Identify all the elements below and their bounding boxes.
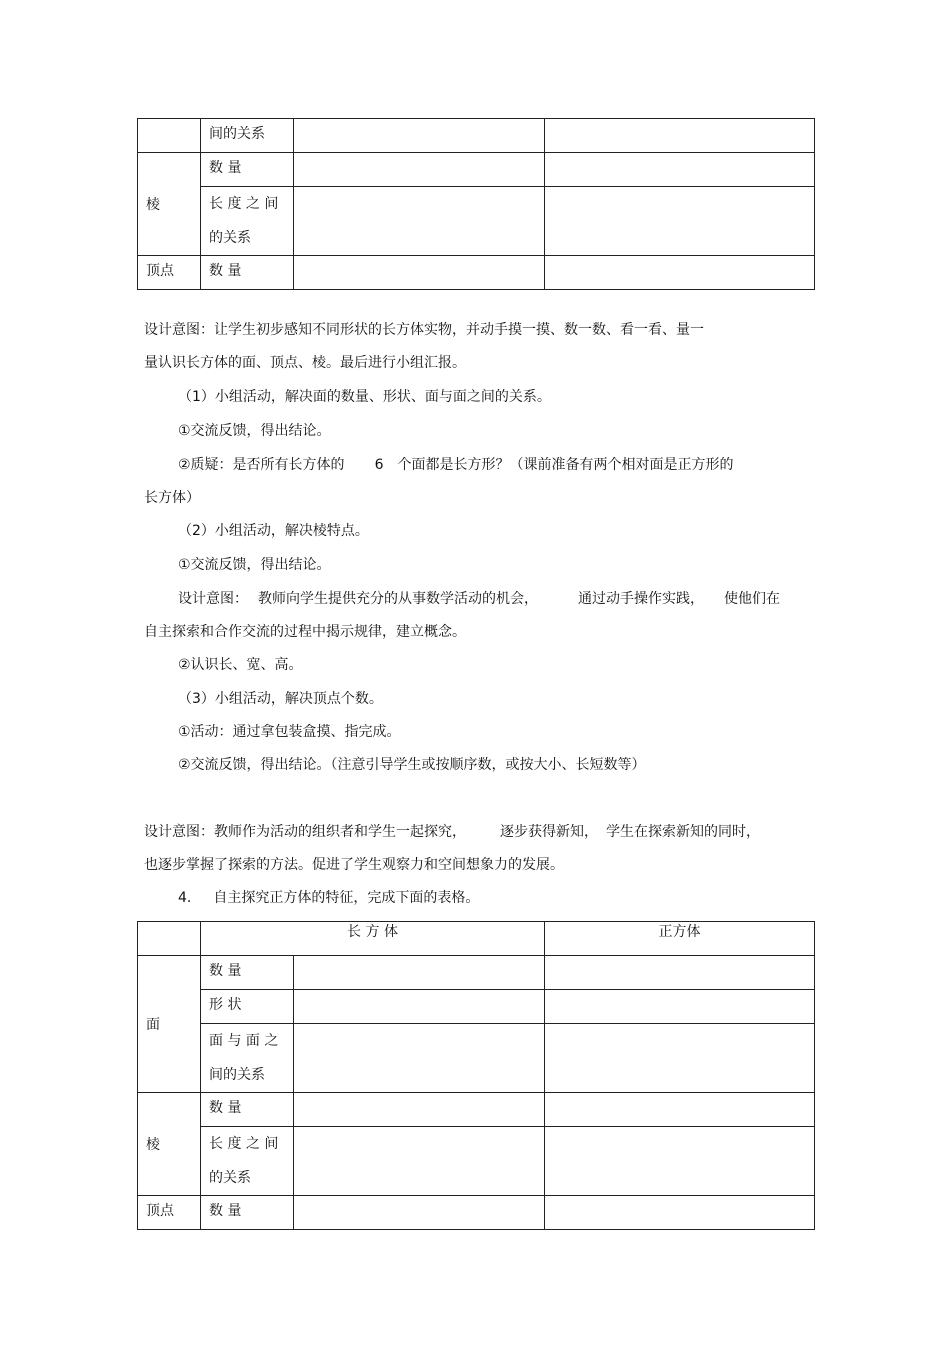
answer-cell[interactable] <box>294 256 545 290</box>
activity-3-step2: ②交流反馈，得出结论。（注意引导学生或按顺序数，或按大小、长短数等） <box>178 757 646 773</box>
design-intent-2-line1 <box>178 589 780 609</box>
face-shape-label-cell <box>201 990 294 1024</box>
edge-length-label-line2: 的关系 <box>209 1170 251 1186</box>
edge-label-cell <box>138 153 201 256</box>
edge-label: 棱 <box>146 197 160 213</box>
edge-count-label-cell <box>201 1093 294 1127</box>
edge-length-label-cell <box>201 187 294 256</box>
vertex-count-label: 数 量 <box>209 263 242 279</box>
design-intent-3-line2: 也逐步掌握了探索的方法。促进了学生观察力和空间想象力的发展。 <box>144 857 564 873</box>
answer-cell[interactable] <box>294 990 545 1024</box>
edge-count-label-cell <box>201 153 294 187</box>
cuboid-features-table-continued <box>137 118 815 290</box>
answer-cell[interactable] <box>294 1024 545 1093</box>
task-number: 4. <box>178 890 192 906</box>
cuboid-cube-features-table <box>137 921 815 1230</box>
intent-2-d: 使他们在 <box>724 591 780 607</box>
face-count-label: 数 量 <box>209 963 242 979</box>
task-4-heading <box>178 888 479 908</box>
question-number: 6 <box>374 457 384 473</box>
face-label-cell <box>138 956 201 1093</box>
header-cube: 正方体 <box>658 924 701 940</box>
face-label: 面 <box>146 1017 160 1033</box>
answer-cell[interactable] <box>545 187 815 256</box>
header-cube-cell <box>545 922 815 956</box>
answer-cell[interactable] <box>545 153 815 187</box>
answer-cell[interactable] <box>294 187 545 256</box>
answer-cell[interactable] <box>545 1196 815 1230</box>
intent-2-a: 设计意图： <box>178 591 248 607</box>
header-cuboid: 长 方 体 <box>347 924 398 940</box>
answer-cell[interactable] <box>294 956 545 990</box>
activity-2-title: （2）小组活动，解决棱特点。 <box>178 523 369 539</box>
face-relation-label-cell <box>201 1024 294 1093</box>
answer-cell[interactable] <box>294 119 545 153</box>
answer-cell[interactable] <box>545 1093 815 1127</box>
answer-cell[interactable] <box>545 1127 815 1196</box>
relation-label: 间的关系 <box>209 126 265 142</box>
vertex-count-label-cell <box>201 256 294 290</box>
face-relation-label-line1: 面 与 面 之 <box>209 1033 279 1049</box>
answer-cell[interactable] <box>545 256 815 290</box>
design-intent-1-line1: 设计意图：让学生初步感知不同形状的长方体实物，并动手摸一摸、数一数、看一看、量一 <box>144 322 704 338</box>
answer-cell[interactable] <box>545 119 815 153</box>
edge-label: 棱 <box>146 1137 160 1153</box>
activity-1-title: （1）小组活动，解决面的数量、形状、面与面之间的关系。 <box>178 389 551 405</box>
edge-label-cell <box>138 1093 201 1196</box>
corner-cell <box>138 922 201 956</box>
task-text: 自主探究正方体的特征，完成下面的表格。 <box>213 890 480 906</box>
intent-2-c: 通过动手操作实践， <box>578 591 704 607</box>
edge-count-label: 数 量 <box>209 1100 242 1116</box>
relation-label-cell <box>201 119 294 153</box>
answer-cell[interactable] <box>294 153 545 187</box>
vertex-label-cell <box>138 256 201 290</box>
answer-cell[interactable] <box>294 1127 545 1196</box>
design-intent-2-line2: 自主探索和合作交流的过程中揭示规律，建立概念。 <box>144 624 466 640</box>
vertex-count-label: 数 量 <box>209 1203 242 1219</box>
activity-3-title: （3）小组活动，解决顶点个数。 <box>178 691 383 707</box>
edge-count-label: 数 量 <box>209 160 242 176</box>
answer-cell[interactable] <box>545 956 815 990</box>
question-text-b: 个面都是长方形？（课前准备有两个相对面是正方形的 <box>397 457 734 473</box>
edge-length-label-line1: 长 度 之 间 <box>209 196 279 212</box>
header-cuboid-cell <box>201 922 545 956</box>
intent-2-b: 教师向学生提供充分的从事数学活动的机会， <box>258 591 538 607</box>
intent-3-c: 学生在探索新知的同时， <box>606 824 760 840</box>
intent-3-b: 逐步获得新知， <box>500 824 598 840</box>
activity-1-step2-cont: 长方体） <box>144 490 200 506</box>
edge-length-label-line1: 长 度 之 间 <box>209 1136 279 1152</box>
design-intent-1-line2: 量认识长方体的面、顶点、棱。最后进行小组汇报。 <box>144 355 466 371</box>
answer-cell[interactable] <box>294 1196 545 1230</box>
empty-cell <box>138 119 201 153</box>
edge-length-label-cell <box>201 1127 294 1196</box>
intent-3-a: 设计意图：教师作为活动的组织者和学生一起探究， <box>144 824 466 840</box>
face-relation-label-line2: 间的关系 <box>209 1067 265 1083</box>
design-intent-3-line1 <box>144 822 760 842</box>
activity-1-step1: ①交流反馈，得出结论。 <box>178 423 331 439</box>
activity-3-step1: ①活动：通过拿包装盒摸、指完成。 <box>178 724 401 740</box>
activity-2-step1: ①交流反馈，得出结论。 <box>178 557 331 573</box>
answer-cell[interactable] <box>545 1024 815 1093</box>
answer-cell[interactable] <box>545 990 815 1024</box>
vertex-count-label-cell <box>201 1196 294 1230</box>
activity-1-step2 <box>178 455 733 475</box>
vertex-label: 顶点 <box>146 263 174 279</box>
vertex-label-cell <box>138 1196 201 1230</box>
face-shape-label: 形 状 <box>209 997 242 1013</box>
face-count-label-cell <box>201 956 294 990</box>
question-text-a: ②质疑：是否所有长方体的 <box>178 457 345 473</box>
edge-length-label-line2: 的关系 <box>209 230 251 246</box>
vertex-label: 顶点 <box>146 1203 174 1219</box>
activity-2-step2: ②认识长、宽、高。 <box>178 657 303 673</box>
answer-cell[interactable] <box>294 1093 545 1127</box>
